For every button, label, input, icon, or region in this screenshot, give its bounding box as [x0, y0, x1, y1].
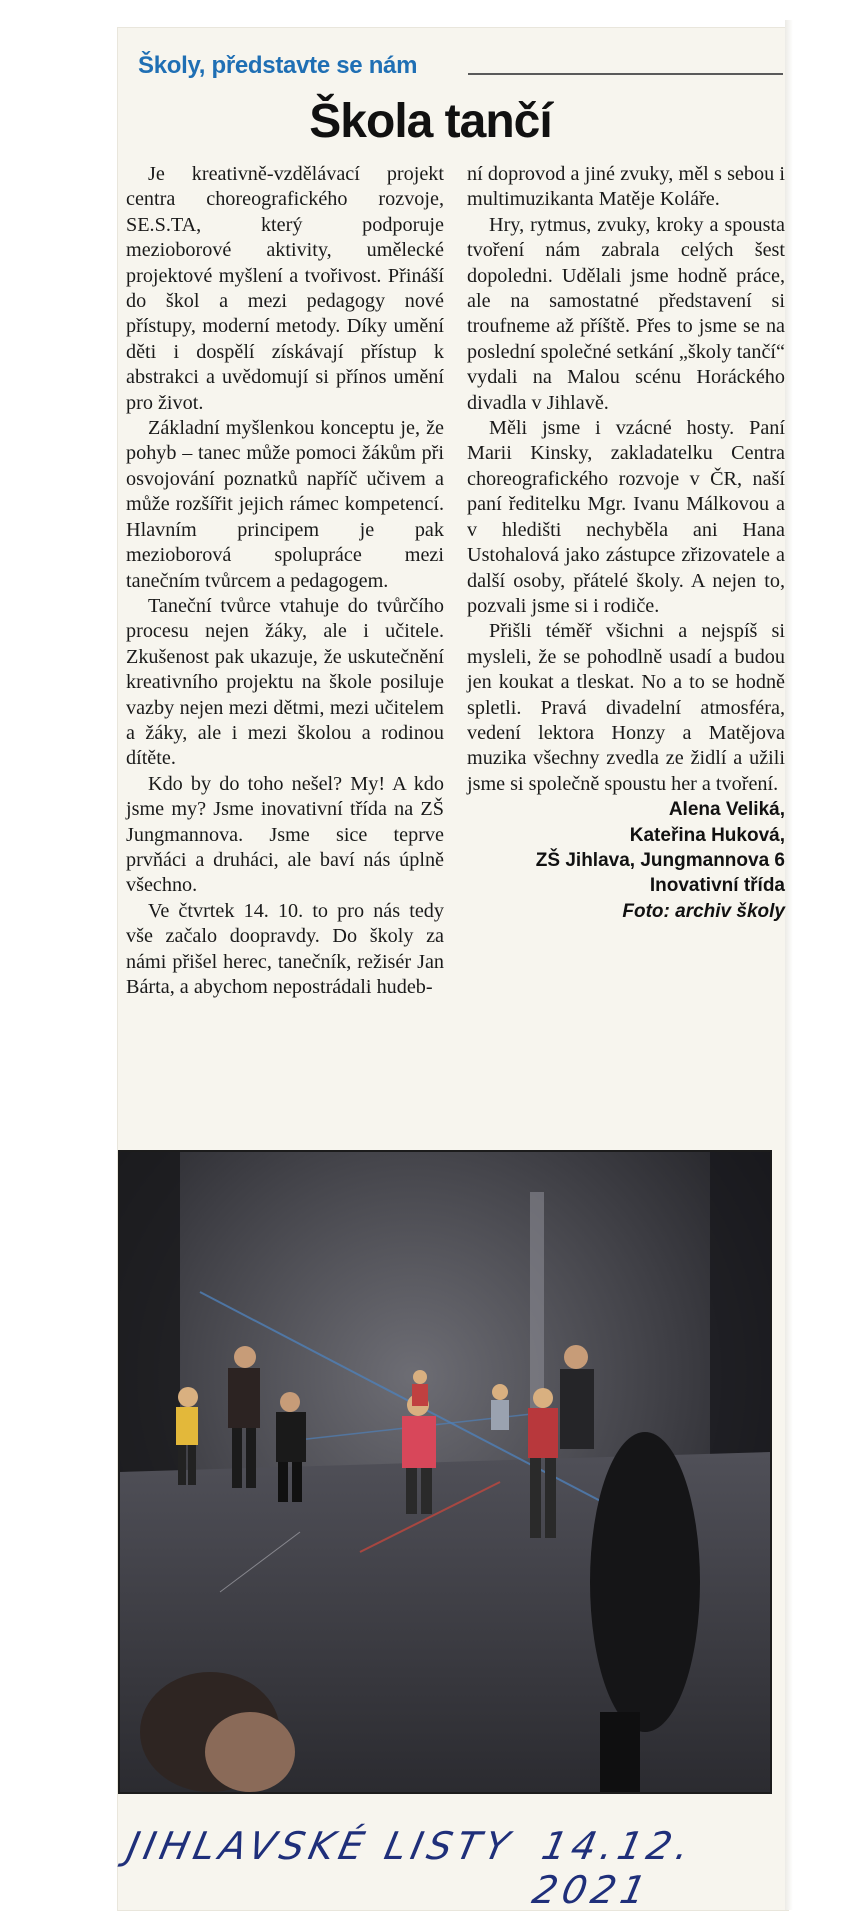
- paragraph: Přišli téměř všichni a nejspíš si mysleli, že se pohodlně usadí a budou jen koukat a tleskat. No a to se hodně spletli. Pravá divadelní atmosféra, vedení lektora Honzy a Matějova muzika všechny zvedla ze židlí a užili jsme si společně spoustu her a tvoření.: [467, 620, 785, 795]
- photo-credit: Foto: archiv školy: [622, 900, 785, 922]
- article-left-column: [126, 162, 444, 1000]
- author-line: Inovativní třída: [649, 875, 785, 897]
- article-signature: [467, 797, 785, 924]
- clipping-edge-shadow: [785, 20, 793, 1910]
- figure-child-right: [491, 1384, 509, 1430]
- figure-child-small: [412, 1370, 428, 1406]
- headline: [0, 94, 847, 149]
- paragraph: Měli jsme i vzácné hosty. Paní Marii Kinsky, zakladatelku Centra choreografického rozvoje v ČR, naší paní ředitelku Mgr. Ivanu Málkovou a v hledišti nechyběla ani Hana Ustohalová jako zástupce zřizovatele a další osoby, přátelé školy. A nejen to, pozvali jsme si i rodiče.: [467, 417, 785, 617]
- paragraph: Je kreativně-vzdělávací projekt centra choreografického rozvoje, SE.S.TA, který podporuje mezioborové aktivity, umělecké projektové myšlení a tvořivost. Přináší do škol a mezi pedagogy nové přístupy, moderní metody. Díky umění děti i dospělí získávají přístup k abstrakci a uvědomují si přínos umění pro život.: [126, 163, 444, 414]
- article-photo: [118, 1150, 772, 1794]
- paragraph: Základní myšlenkou konceptu je, že pohyb – tanec může pomoci žákům při osvojování poznatků napříč učivem a může rozšířit jejich rámec kompetencí. Hlavním principem je pak mezioborová spolupráce mezi tanečním tvůrcem a pedagogem.: [126, 417, 444, 592]
- author-line: Alena Veliká,: [668, 799, 785, 821]
- headline-text: Škola tančí: [309, 95, 552, 148]
- author-line: Kateřina Huková,: [629, 824, 785, 846]
- section-heading: Školy, představte se nám: [138, 52, 418, 79]
- author-line: ZŠ Jihlava, Jungmannova 6: [535, 849, 785, 871]
- handwritten-source-note: [118, 1818, 768, 1912]
- paragraph: ní doprovod a jiné zvuky, měl s sebou i multimuzikanta Matěje Koláře.: [467, 163, 785, 211]
- paragraph: Hry, rytmus, zvuky, kroky a spousta tvoření nám zabrala celých šest dopoledni. Udělali jsme hodně práce, ale na samostatné představení si troufneme až příště. Přes to jsme se na poslední společné setkání „školy tančí“ vydali na Malou scénu Horáckého divadla v Jihlavě.: [467, 213, 785, 414]
- section-rule: [468, 73, 783, 75]
- handwritten-date: 14.12. 2021: [528, 1824, 699, 1912]
- stage-photo-illustration: [120, 1152, 770, 1792]
- article-right-column: [467, 162, 785, 924]
- handwritten-source: JIHLAVSKÉ LISTY: [123, 1824, 518, 1868]
- paragraph: Taneční tvůrce vtahuje do tvůrčího procesu nejen žáky, ale i učitele. Zkušenost pak ukazuje, že uskutečnění kreativního projektu na škole posiluje vazby nejen mezi dětmi, mezi učitelem a žáky, ale i mezi školou a rodinou dítěte.: [126, 594, 444, 770]
- paragraph: Ve čtvrtek 14. 10. to pro nás tedy vše začalo doopravdy. Do školy za námi přišel herec, tanečník, režisér Jan Bárta, a abychom nepostrádali hudeb-: [126, 899, 444, 998]
- paragraph: Kdo by do toho nešel? My! A kdo jsme my? Jsme inovativní třída na ZŠ Jungmannova. Jsme sice teprve prvňáci a druháci, ale baví nás úplně všechno.: [126, 772, 444, 897]
